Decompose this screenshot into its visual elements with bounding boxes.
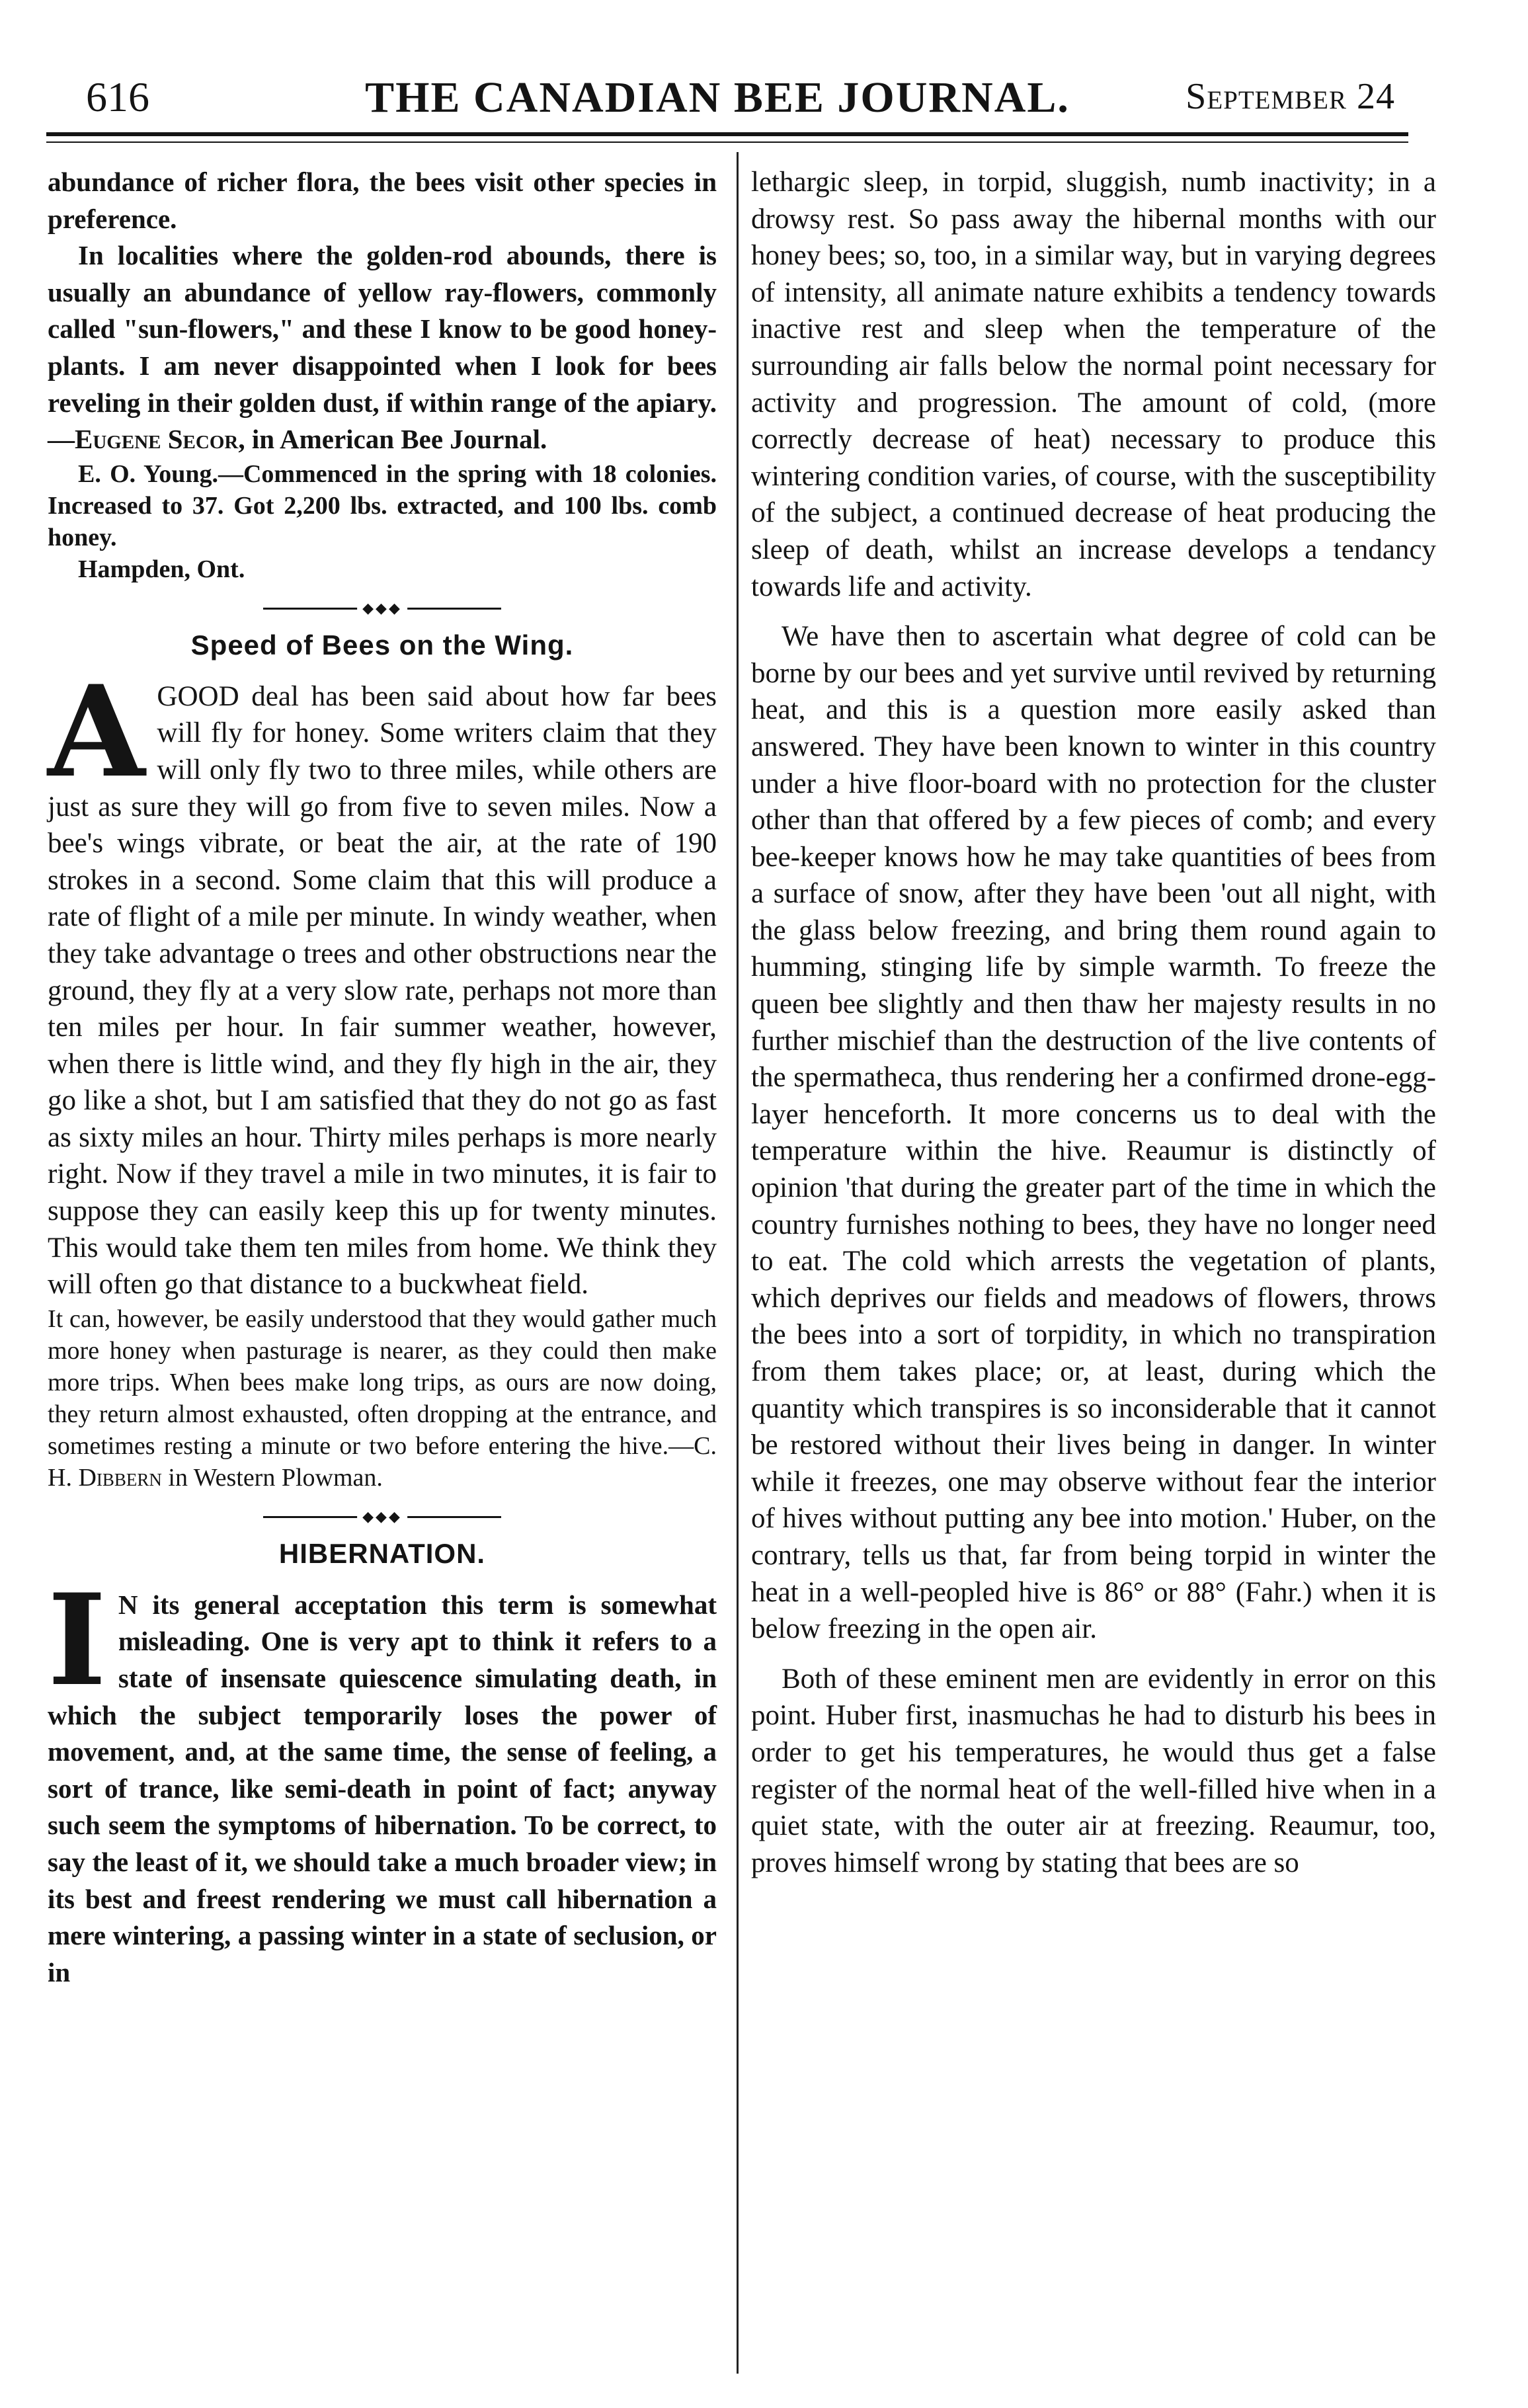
header-rule <box>46 132 1408 136</box>
paragraph-gap <box>751 605 1436 618</box>
divider-ornament: ◆◆◆ <box>357 600 407 617</box>
header-rule-thin <box>46 141 1408 143</box>
paragraph <box>48 657 717 1303</box>
column-divider <box>737 152 739 2374</box>
paragraph-text: N its general acceptation this term is somewhat misleading. One is very apt to think it refers to a state of insensate quiescence simulating death, in which the subject temporarily loses the power of movement, and, at the same time, the sense of feeling, a sort of trance, like semi-death in point of fact; anyway such seem the symptoms of hibernation. To be correct, to say the least of it, we should take a much broader view; in its best and freest rendering we must call hibernation a mere wintering, a passing winter in a state of seclusion, or in <box>48 1589 717 1987</box>
page-header <box>40 73 1395 139</box>
section-divider <box>263 599 501 616</box>
paragraph-text: It can, however, be easily understood that they would gather much more honey when pasturage is nearer, as they could then make more trips. When bees make long trips, as ours are now doing, they return almost exhausted, often dropping at the entrance, and sometimes resting a minute or two before entering the hive.— <box>48 1304 717 1460</box>
section-title: Speed of Bees on the Wing. <box>190 629 574 661</box>
journal-title: THE CANADIAN BEE JOURNAL. <box>365 73 1070 122</box>
source-credit: in Western Plowman. <box>161 1463 383 1492</box>
paragraph-text: GOOD deal has been said about how far bees will fly for honey. Some writers claim that they will only fly two to three miles, while others are just as sure they will go from five to seven miles. Now a bee's wings vibrate, or beat the air, at the rate of 190 strokes in a second. Some claim that this will produce a rate of flight of a mile per minute. In windy weather, when they take advantage o trees and other obstructions near the ground, they fly at a very slow rate, perhaps not more than ten miles per hour. In fair summer weather, however, when there is little wind, and they fly high in the air, they go like a shot, but I am satisfied that they do not go as fast as sixty miles an hour. Thirty miles perhaps is more nearly right. Now if they travel a mile in two minutes, it is fair to suppose they can easily keep this up for twenty minutes. This would take them ten miles from home. We think they will often go that distance to a buckwheat field. <box>48 680 717 1301</box>
paragraph-gap <box>751 1648 1436 1661</box>
paragraph: We have then to ascertain what degree of cold can be borne by our bees and yet survive until revived by returning heat, and this is a question more easily asked than answered. They have been known to winter in this country under a hive floor-board with no protection for the cluster other than that offered by a few pieces of comb; and every bee-keeper knows how he may take quantities of bees from a surface of snow, after they have been 'out all night, with the glass below freezing, and bring them round again to humming, stinging life by simple warmth. To freeze the queen bee slightly and then thaw her majesty results in no further mischief than the destruction of the live contents of the spermatheca, thus rendering her a confirmed drone-egg-layer henceforth. It more concerns us to deal with the temperature within the hive. Reaumur is distinctly of opinion 'that during the greater part of the time in which the country furnishes nothing to bees, they have no longer need to eat. The cold which arrests the vegetation of plants, which deprives our fields and meadows of flowers, throws the bees into a sort of torpidity, in which no transpiration from them takes place; or, at least, during which the quantity which transpires is so inconsiderable that it cannot be restored without their lives being in danger. In winter while it freezes, one may observe without fear the interior of hives without putting any bee into motion.' Huber, on the contrary, tells us that, far from being torpid in winter the heat in a well-peopled hive is 86° or 88° (Fahr.) when it is below freezing in the open air. <box>751 621 1436 1645</box>
author-signature: C. H. Dibbern <box>48 1431 717 1492</box>
paragraph-text: In localities where the golden-rod abounds, there is usually an abundance of yellow ray-flowers, commonly called "sun-flowers," and these I know to be good honey-plants. I am never disappointed when I look for bees reveling in their golden dust, if within range of the apiary.— <box>48 240 717 455</box>
issue-date: September 24 <box>1186 76 1395 117</box>
paragraph: lethargic sleep, in torpid, sluggish, numb inactivity; in a drowsy rest. So pass away the hibernal months with our honey bees; so, too, in a similar way, but in varying degrees of intensity, all animate nature exhibits a tendency towards inactive rest and sleep when the temperature of the surrounding air falls below the normal point necessary for activity and progression. The amount of cold, (more correctly decrease of heat) necessary to produce this wintering condition varies, of course, with the susceptibility of the subject, a continued decrease of heat producing the sleep of death, whilst an increase develops a tendancy towards life and activity. <box>751 167 1436 602</box>
paragraph <box>48 1566 717 1991</box>
divider-ornament: ◆◆◆ <box>357 1508 407 1525</box>
source-credit: in American Bee Journal. <box>245 424 547 455</box>
author-signature: Eugene Secor, <box>75 424 245 455</box>
paragraph <box>48 1303 717 1494</box>
drop-cap: I <box>48 1566 106 1714</box>
paragraph <box>48 237 717 458</box>
drop-cap: A <box>48 657 145 805</box>
section-divider <box>263 1507 501 1525</box>
paragraph: Both of these eminent men are evidently in error on this point. Huber first, inasmuchas he had to disturb his bees in order to get his temperatures, he would thus get a false register of the normal heat of the well-filled hive when in a quiet state, with the outer air at freezing. Reaumur, too, proves himself wrong by stating that bees are so <box>751 1663 1436 1878</box>
dateline: Hampden, Ont. <box>78 555 245 583</box>
left-column <box>48 164 717 1991</box>
section-title: HIBERNATION. <box>278 1537 486 1569</box>
paragraph: abundance of richer flora, the bees visit other species in preference. <box>48 167 717 234</box>
paragraph: E. O. Young.—Commenced in the spring with 18 colonies. Increased to 37. Got 2,200 lbs. extracted, and 100 lbs. comb honey. <box>48 460 717 551</box>
right-column <box>751 164 1436 1881</box>
page-number: 616 <box>86 73 149 120</box>
